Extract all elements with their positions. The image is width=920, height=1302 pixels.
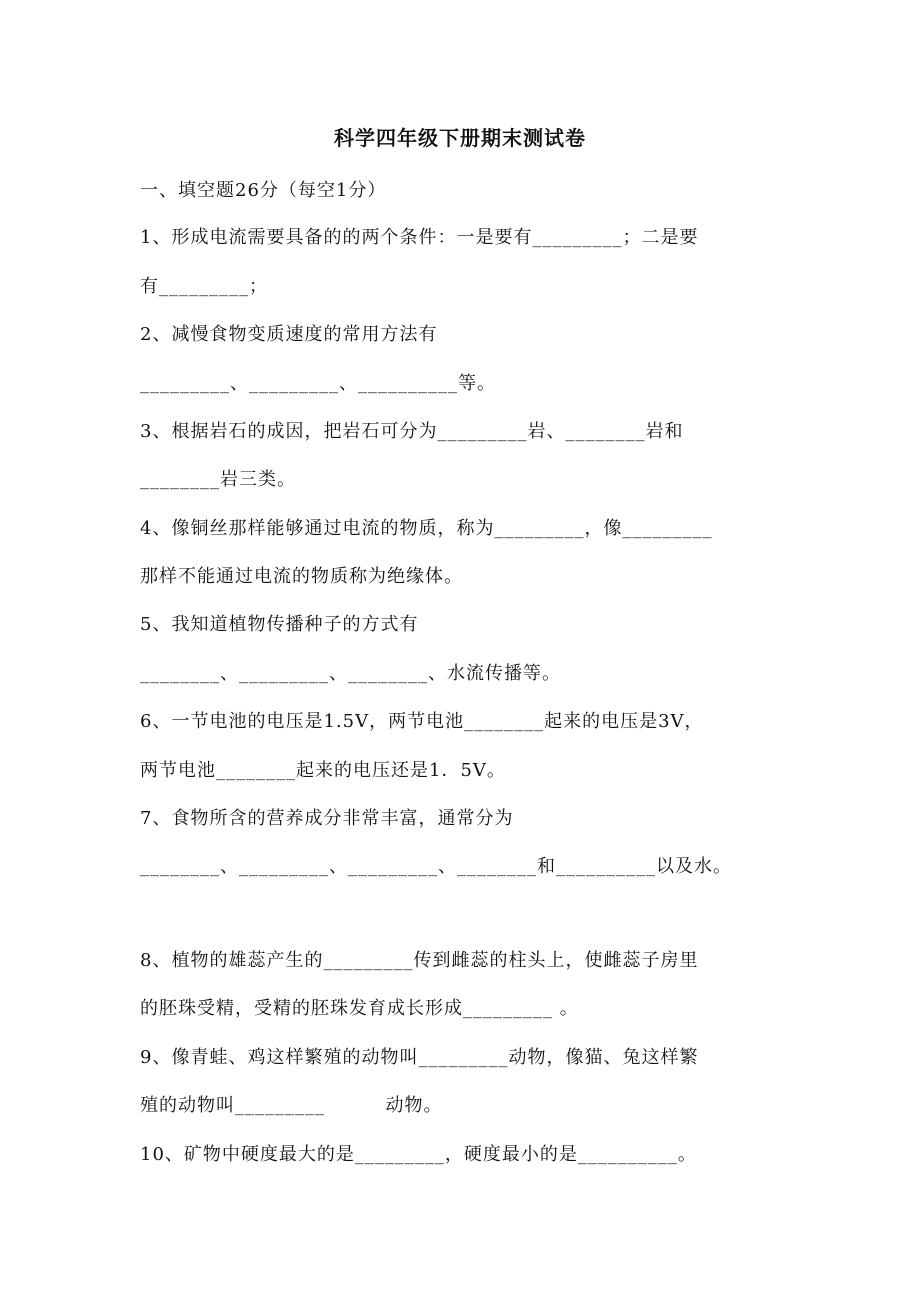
question-2-line-2: _________、_________、__________等。 [140, 373, 496, 394]
question-8-line-1: 8、植物的雄蕊产生的_________传到雌蕊的柱头上，使雌蕊子房里 [140, 950, 699, 971]
question-3-line-2: ________岩三类。 [140, 469, 296, 490]
section-heading: 一、填空题26分（每空1分） [140, 180, 387, 201]
question-6-line-2: 两节电池________起来的电压还是1．5V。 [140, 760, 506, 781]
question-5-line-1: 5、我知道植物传播种子的方式有 [140, 614, 419, 635]
question-4-line-2: 那样不能通过电流的物质称为绝缘体。 [140, 566, 463, 587]
question-8-line-2: 的胚珠受精，受精的胚珠发育成长形成_________ 。 [140, 998, 579, 1019]
question-1-line-1: 1、形成电流需要具备的的两个条件：一是要有_________；二是要 [140, 227, 699, 248]
question-6-line-1: 6、一节电池的电压是1.5V，两节电池________起来的电压是3V， [140, 711, 704, 732]
question-1-line-2: 有_________； [140, 276, 268, 297]
question-9-line-1: 9、像青蛙、鸡这样繁殖的动物叫_________动物，像猫、兔这样繁 [140, 1047, 699, 1068]
page-title: 科学四年级下册期末测试卷 [334, 126, 586, 150]
question-7-line-1: 7、食物所含的营养成分非常丰富，通常分为 [140, 808, 514, 829]
question-2-line-1: 2、减慢食物变质速度的常用方法有 [140, 324, 438, 345]
question-4-line-1: 4、像铜丝那样能够通过电流的物质，称为_________，像_________ [140, 518, 713, 539]
question-3-line-1: 3、根据岩石的成因，把岩石可分为_________岩、________岩和 [140, 421, 684, 442]
question-9-line-2: 殖的动物叫_________ 动物。 [140, 1095, 443, 1116]
question-10-line-1: 10、矿物中硬度最大的是_________，硬度最小的是__________。 [140, 1144, 697, 1165]
question-7-line-2: ________、_________、_________、________和__________以及水。 [140, 856, 732, 877]
question-5-line-2: ________、_________、________、水流传播等。 [140, 663, 561, 684]
